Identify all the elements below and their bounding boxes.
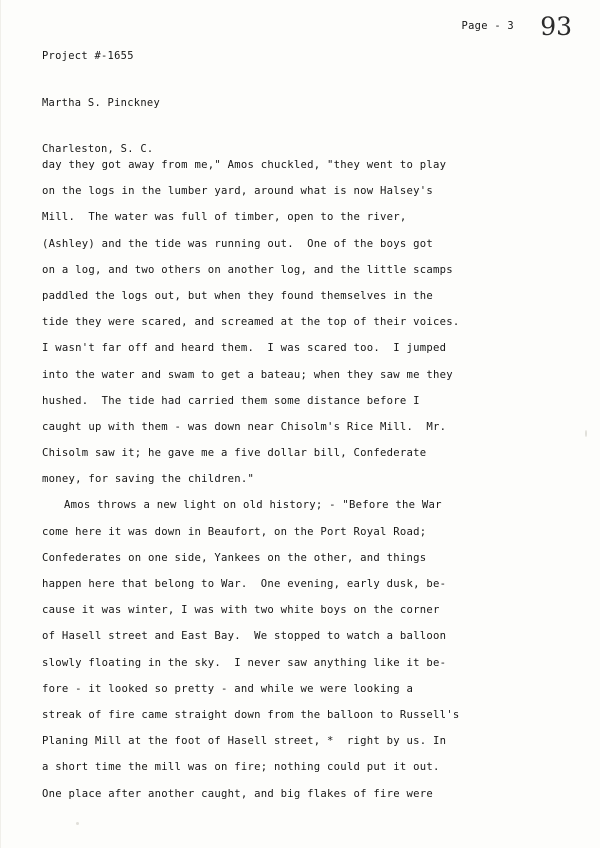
body-line: on a log, and two others on another log, and the little scamps [42, 263, 453, 276]
body-line: cause it was winter, I was with two white boys on the corner [42, 604, 440, 617]
body-line: a short time the mill was on fire; nothing could put it out. [42, 761, 440, 774]
body-line: hushed. The tide had carried them some distance before I [42, 394, 420, 407]
body-line: caught up with them - was down near Chisolm's Rice Mill. Mr. [42, 420, 447, 433]
body-line: on the logs in the lumber yard, around what is now Halsey's [42, 185, 434, 198]
body-line: Amos throws a new light on old history; - "Before the War [64, 499, 442, 512]
body-line: I wasn't far off and heard them. I was scared too. I jumped [42, 342, 447, 355]
body-line: money, for saving the children." [42, 473, 255, 486]
body-line: into the water and swam to get a bateau; when they saw me they [42, 368, 453, 381]
scan-speck [585, 430, 587, 437]
body-line: (Ashley) and the tide was running out. One of the boys got [42, 237, 434, 250]
body-line: slowly floating in the sky. I never saw anything like it be- [42, 656, 447, 669]
page-body-text [42, 152, 562, 807]
body-line: Chisolm saw it; he gave me a five dollar bill, Confederate [42, 447, 427, 460]
body-line: Confederates on one side, Yankees on the other, and things [42, 551, 427, 564]
body-line: happen here that belong to War. One evening, early dusk, be- [42, 578, 447, 590]
page-label: Page - 3 [461, 20, 514, 32]
body-line: tide they were scared, and screamed at the top of their voices. [42, 316, 460, 329]
author-location: Charleston, S. C. [42, 143, 154, 155]
body-line: streak of fire came straight down from the balloon to Russell's [42, 708, 460, 721]
scan-speck [76, 822, 79, 825]
body-line: fore - it looked so pretty - and while we were looking a [42, 682, 414, 695]
body-line: One place after another caught, and big flakes of fire were [42, 787, 434, 800]
body-line: Planing Mill at the foot of Hasell street, * right by us. In [42, 735, 447, 748]
page-header [42, 12, 572, 155]
author-name: Martha S. Pinckney [42, 96, 161, 109]
body-line: paddled the logs out, but when they found themselves in the [42, 289, 434, 302]
body-line: of Hasell street and East Bay. We stopped to watch a balloon [42, 630, 447, 643]
scan-edge-mark [0, 0, 1, 848]
body-line: come here it was down in Beaufort, on the Port Royal Road; [42, 525, 427, 538]
body-line: Mill. The water was full of timber, open to the river, [42, 211, 407, 224]
body-line: day they got away from me," Amos chuckled, "they went to play [42, 159, 447, 171]
page-number-stamp: 93 [540, 12, 572, 41]
project-number: Project #-1655 [42, 50, 134, 62]
